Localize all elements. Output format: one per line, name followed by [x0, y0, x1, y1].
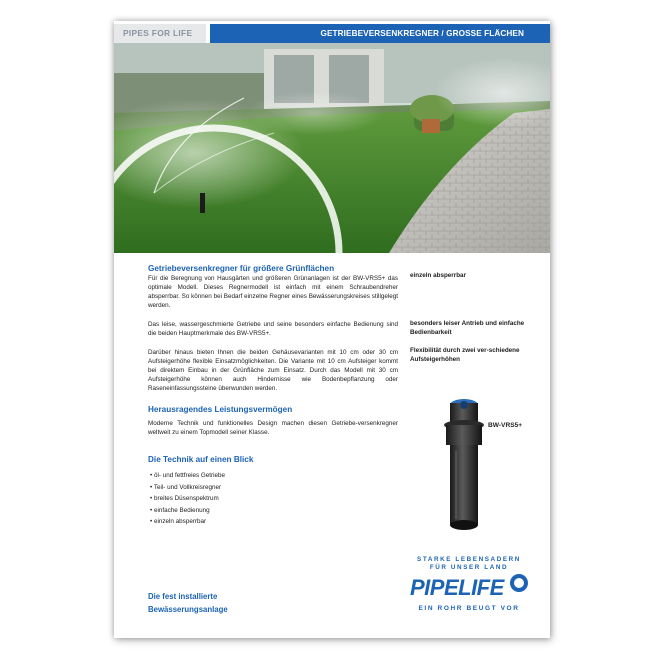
footer-title-line2: Bewässerungsanlage [148, 605, 228, 614]
side-note-shutoff: einzeln absperrbar [410, 272, 466, 279]
brand-slogan: EIN ROHR BEUGT VOR [418, 605, 520, 612]
model-label: BW-VRS5+ [488, 422, 523, 429]
garden-sprinkler-photo [114, 43, 550, 253]
side-note-quiet: besonders leiser Antrieb und einfache Bedienbarkeit [410, 320, 525, 336]
paragraph-design: Moderne Technik und funktionelles Design machen diesen Getriebe-versenkregner weltweit zu einem Topmodell seiner Klasse. [148, 420, 398, 436]
heading-tech-overview: Die Technik auf einen Blick [148, 455, 254, 464]
paragraph-variants: Darüber hinaus bieten Ihnen die beiden Gehäusevarianten mit 10 cm oder 30 cm Aufsteigerhöhe flexible Einsatzmöglichkeiten. Die Variante mit 10 cm Aufsteiger kommt bei direktem Einbau in der Grünfläche zum Einsatz. Durch das Modell mit 30 cm Aufsteigerhöhe können auch Hindernisse wie Bodenbepflanzung oder Raseneinfassungssteine überwunden werden. [148, 349, 398, 392]
footer-title [148, 590, 228, 616]
brand-header-label: PIPES FOR LIFE [114, 24, 206, 43]
list-item: • öl- und fettfreies Getriebe [150, 470, 225, 482]
brand-tagline-2: FÜR UNSER LAND [429, 564, 509, 571]
list-item: • einfache Bedienung [150, 505, 225, 517]
side-note-flexibility: Flexibilität durch zwei ver-schiedene Aufsteigerhöhen [410, 347, 520, 363]
section-title-bar: GETRIEBEVERSENKREGNER / GROSSE FLÄCHEN [210, 24, 550, 43]
heading-performance: Herausragendes Leistungsvermögen [148, 405, 293, 414]
paragraph-gear: Das leise, wassergeschmierte Getriebe und seine besonders einfache Bedienung sind die beiden Hauptmerkmale des BW-VRS5+. [148, 321, 398, 337]
svg-text:PIPELIFE: PIPELIFE [410, 575, 504, 600]
footer-title-line1: Die fest installierte [148, 592, 218, 601]
pipelife-logo [408, 571, 532, 601]
heading-green-areas: Getriebeversenkregner für größere Grünflächen [148, 264, 335, 273]
list-item: • breites Düsenspektrum [150, 493, 225, 505]
brand-tagline-1: STARKE LEBENSADERN [417, 556, 521, 563]
feature-list [150, 470, 225, 528]
sprinkler-product-icon [434, 391, 504, 539]
list-item: • Teil- und Vollkreisregner [150, 482, 225, 494]
brochure-page [114, 21, 550, 638]
paragraph-intro: Für die Beregnung von Hausgärten und größeren Grünanlagen ist der BW-VRS5+ das optimale Modell. Dieses Regnermodell ist einfach mit einem Schraubendreher absperrbar. So können bei Bedarf einzelne Regner eines Bewässerungskreises stillgelegt werden. [148, 275, 398, 309]
list-item: • einzeln absperrbar [150, 516, 225, 528]
